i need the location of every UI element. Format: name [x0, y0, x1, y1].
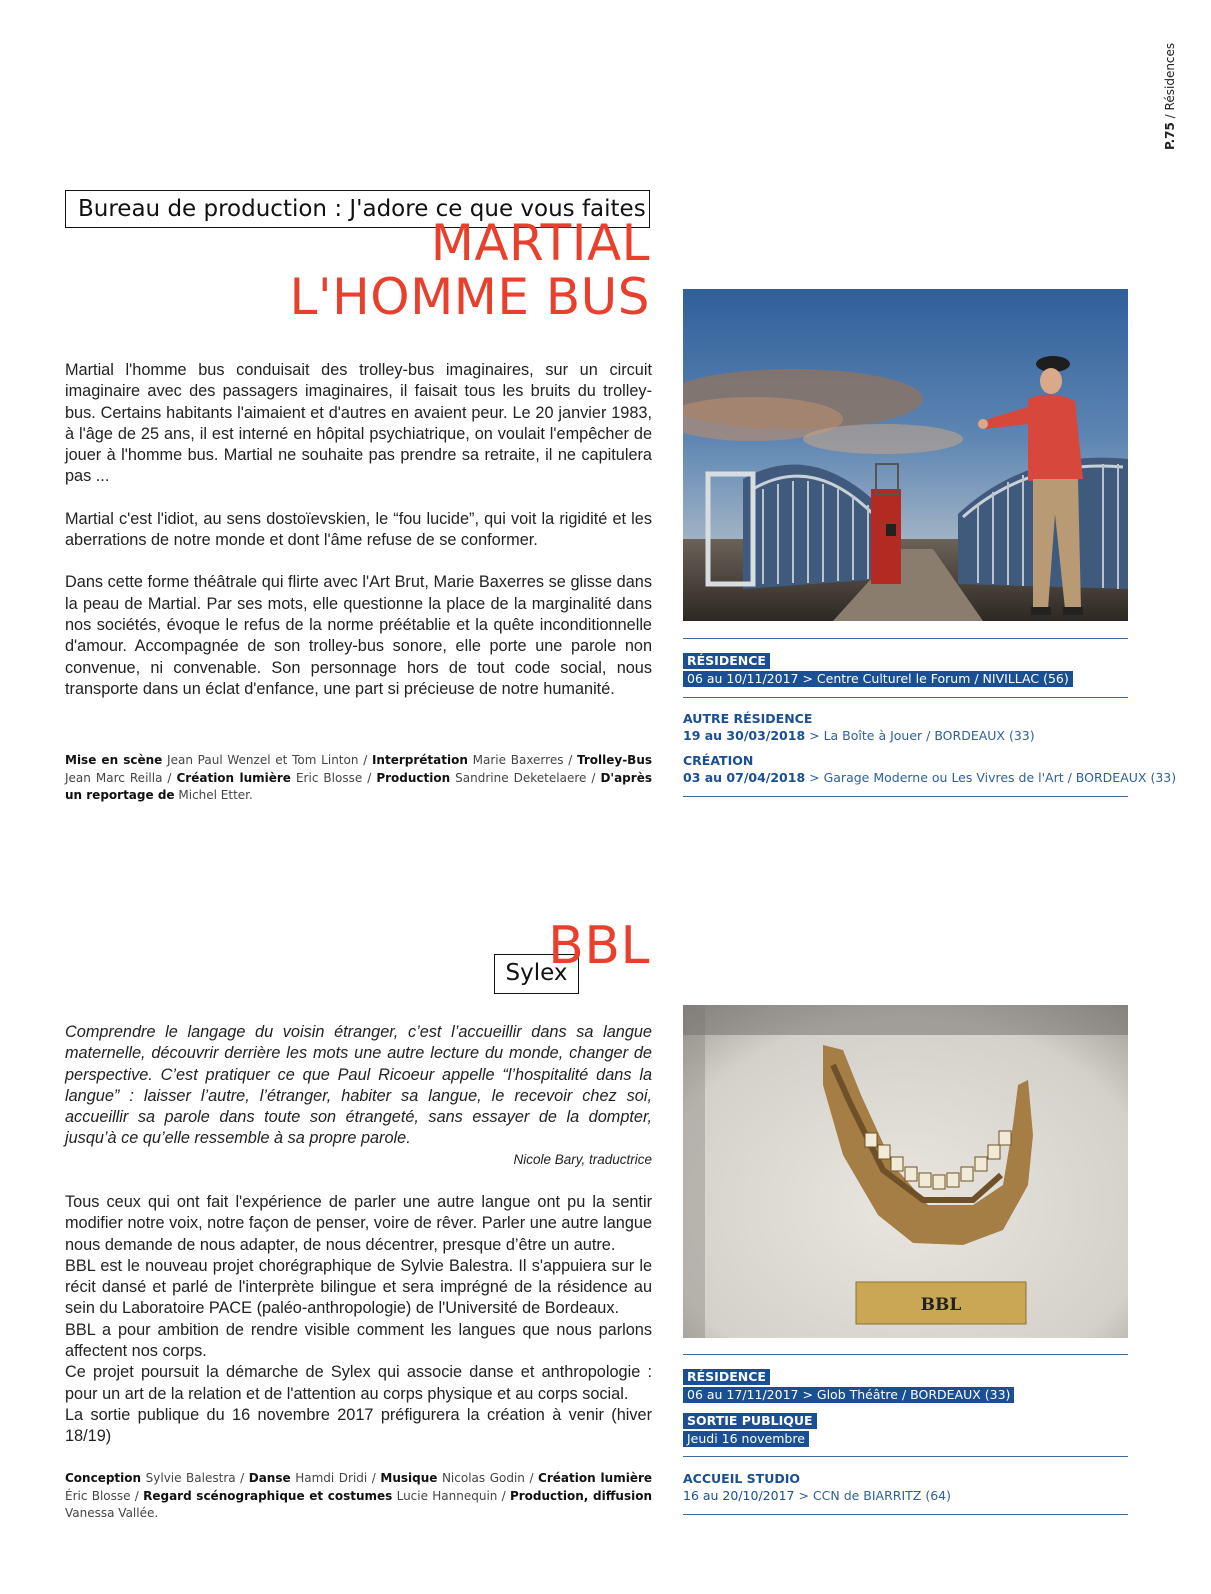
show1-description	[65, 360, 652, 721]
credit-name: Michel Etter.	[178, 788, 253, 802]
credit-name: Sylvie Balestra	[145, 1471, 236, 1485]
divider	[683, 638, 1128, 639]
divider	[683, 1514, 1128, 1515]
sortie-line: Jeudi 16 novembre	[683, 1431, 809, 1447]
divider	[683, 697, 1128, 698]
paragraph: Martial l'homme bus conduisait des trolley-bus imaginaires, sur un circuit imaginaire avec des passagers imaginaires, il faisait tous les bruits du trolley-bus. Certains habitants l'aimaient et d'autres en avaient peur. Le 20 janvier 1983, à l'âge de 25 ans, il est interné en hôpital psychiatrique, on voulait l'empêcher de jouer à l'homme bus. Martial ne souhaite pas prendre sa retraite, il ne capitulera pas ...	[65, 361, 652, 486]
paragraph: BBL est le nouveau projet chorégraphique de Sylvie Balestra. Il s'appuiera sur le récit dansé et parlé de l'interprète bilingue et sera imprégné de la résidence au sein du Laboratoire PACE (paléo-anthropologie) de l'Université de Bordeaux.	[65, 1256, 652, 1318]
credit-role: Regard scénographique et costumes	[143, 1488, 393, 1503]
accueil-line	[683, 1487, 951, 1504]
photo-jawbone	[683, 1005, 1128, 1338]
credit-role: D'après un reportage de	[65, 770, 652, 802]
quote-text: Comprendre le langage du voisin étranger, c’est l’accueillir dans sa langue maternelle, découvrir derrière les mots une autre lecture du monde, changer de perspective. C’est pratiquer ce que Paul Ricoeur appelle “l’hospitalité dans la langue” : laisser l’autre, l’étranger, habiter sa langue, le recevoir chez soi, accueillir sa parole dans toute son étrangeté, sans essayer de la dompter, jusqu’à ce qu’elle ressemble à sa propre parole.	[65, 1023, 652, 1148]
credit-name: Nicolas Godin	[441, 1471, 525, 1485]
credit-name: Jean Paul Wenzel et Tom Linton	[167, 753, 359, 767]
divider	[683, 1354, 1128, 1355]
credit-role: Danse	[248, 1471, 291, 1485]
paragraph: Ce projet poursuit la démarche de Sylex qui associe danse et anthropologie : pour un art de la relation et de l'attention au corps physique et au corps social.	[65, 1363, 652, 1403]
show-title-bbl: BBL	[548, 916, 650, 976]
residence-label: RÉSIDENCE	[683, 1369, 770, 1385]
producer-label: Bureau de production : J'adore ce que vous faites	[65, 190, 650, 228]
credit-role: Trolley-Bus	[576, 753, 653, 767]
photo-plate-text: BBL	[920, 1295, 962, 1315]
residence-line: 06 au 17/11/2017 > Glob Théâtre / BORDEAUX (33)	[683, 1387, 1014, 1403]
credit-name: Éric Blosse	[65, 1488, 131, 1503]
credit-name: Sandrine Deketelaere	[455, 770, 587, 785]
sortie-label: SORTIE PUBLIQUE	[683, 1413, 817, 1429]
credit-name: Vanessa Vallée.	[65, 1506, 159, 1520]
show1-credits: Mise en scène Jean Paul Wenzel et Tom Linton / Interprétation Marie Baxerres / Trolley-Bus Jean Marc Reilla / Création lumière Eric Blosse / Production Sandrine Deketelaere / D'après un reportage de Michel Etter.	[65, 753, 653, 802]
credit-role: Conception	[65, 1471, 142, 1485]
dates: 19 au 30/03/2018	[683, 728, 806, 743]
quote-author: Nicole Bary, traductrice	[513, 1152, 652, 1167]
residence-line: 06 au 10/11/2017 > Centre Culturel le Forum / NIVILLAC (56)	[683, 671, 1073, 687]
credit-name: Lucie Hannequin	[396, 1488, 498, 1503]
paragraph: La sortie publique du 16 novembre 2017 préfigurera la création à venir (hiver 18/19)	[65, 1405, 652, 1446]
credit-role: Musique	[380, 1471, 438, 1485]
show2-dates	[683, 1352, 1128, 1522]
credit-name: Eric Blosse	[295, 770, 363, 785]
page-number: P.75	[1163, 122, 1177, 150]
place: > La Boîte à Jouer / BORDEAUX (33)	[809, 728, 1035, 743]
photo-homme-bus	[683, 289, 1128, 621]
show2-credits: Conception Sylvie Balestra / Danse Hamdi Dridi / Musique Nicolas Godin / Création lumière Éric Blosse / Regard scénographique et costumes Lucie Hannequin / Production, diffusion Vanessa Vallée.	[65, 1471, 653, 1520]
credit-name: Hamdi Dridi	[295, 1471, 368, 1485]
other-residence-line	[683, 727, 1035, 744]
paragraph: Tous ceux qui ont fait l'expérience de parler une autre langue ont pu la sentir modifier notre voix, notre façon de penser, voire de rêver. Parler une autre langue nous demande de nous adapter, de nous décentrer, presque d’être un autre.	[65, 1193, 652, 1254]
creation-line	[683, 769, 1176, 786]
show2-description	[65, 1192, 652, 1448]
header-separator: /	[1163, 114, 1177, 119]
paragraph: BBL a pour ambition de rendre visible comment les langues que nous parlons affectent nos corps.	[65, 1320, 652, 1361]
title-line-1: MARTIAL	[430, 214, 650, 272]
divider	[683, 796, 1128, 797]
divider	[683, 1456, 1128, 1457]
credit-role: Création lumière	[176, 770, 291, 785]
dates: 16 au 20/10/2017	[683, 1488, 795, 1503]
credit-role: Création lumière	[538, 1471, 653, 1485]
credit-name: Marie Baxerres	[472, 753, 564, 767]
paragraph: Dans cette forme théâtrale qui flirte avec l'Art Brut, Marie Baxerres se glisse dans la peau de Martial. Par ses mots, elle questionne la place de la marginalité dans nos sociétés, évoque le refus de la norme préétablie et la quête inconditionnelle d'amour. Accompagnée de son trolley-bus sonore, elle porte une parole non convenue, ni convenable. Son personnage hors de tout code social, nous transporte dans un éclat d'enfance, une part si précieuse de notre humanité.	[65, 573, 652, 698]
credit-role: Interprétation	[371, 753, 468, 767]
credit-role: Production	[376, 770, 451, 785]
creation-label: CRÉATION	[683, 753, 754, 768]
other-residence-label: AUTRE RÉSIDENCE	[683, 711, 813, 726]
place: > Garage Moderne ou Les Vivres de l'Art / BORDEAUX (33)	[809, 770, 1177, 785]
company-label: Sylex	[494, 954, 579, 994]
credit-role: Mise en scène	[65, 753, 163, 767]
paragraph: Martial c'est l'idiot, au sens dostoïevskien, le “fou lucide”, qui voit la rigidité et les aberrations de notre monde et dont l'âme refuse de se conformer.	[65, 509, 652, 550]
credit-name: Jean Marc Reilla	[65, 770, 163, 785]
title-line-2: L'HOMME BUS	[289, 268, 650, 326]
residence-label: RÉSIDENCE	[683, 653, 770, 669]
section-name: Résidences	[1163, 42, 1177, 111]
accueil-label: ACCUEIL STUDIO	[683, 1471, 801, 1486]
dates: 03 au 07/04/2018	[683, 770, 806, 785]
credit-role: Production, diffusion	[509, 1488, 653, 1503]
show1-dates	[683, 636, 1177, 806]
running-header	[1163, 30, 1183, 150]
show-title-martial	[290, 216, 650, 324]
place: > CCN de BIARRITZ (64)	[798, 1488, 951, 1503]
